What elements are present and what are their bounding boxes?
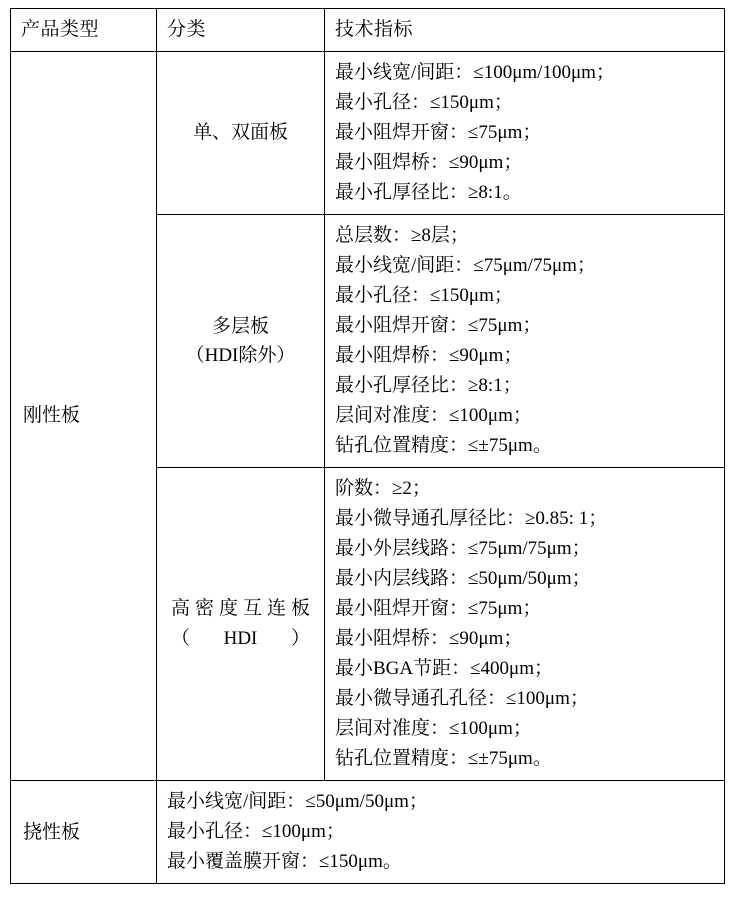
cell-specs-flexible <box>157 781 725 884</box>
spec-item: 最小孔径：≤100μm； <box>167 821 345 843</box>
spec-item: 最小孔厚径比：≥8:1； <box>335 375 522 397</box>
header-cell-tech-spec <box>325 9 725 52</box>
spec-item: 最小孔厚径比：≥8:1。 <box>335 182 522 204</box>
spec-item: 最小阻焊桥：≤90μm； <box>335 152 523 174</box>
category-label-line1: 多层板 <box>211 315 269 337</box>
spec-list <box>335 58 718 208</box>
spec-item: 层间对准度：≤100μm； <box>335 718 532 740</box>
spec-list <box>167 787 718 877</box>
spec-item: 最小阻焊开窗：≤75μm； <box>335 315 542 337</box>
spec-item: 最小孔径：≤150μm； <box>335 285 513 307</box>
header-label-tech-spec: 技术指标 <box>335 19 414 41</box>
cell-specs-hdi <box>325 468 725 781</box>
spec-list <box>335 221 718 461</box>
spec-item: 最小外层线路：≤75μm/75μm； <box>335 538 591 560</box>
header-label-category: 分类 <box>167 19 207 41</box>
spec-item: 最小线宽/间距：≤50μm/50μm； <box>167 791 428 813</box>
header-cell-category <box>157 9 325 52</box>
spec-item: 最小线宽/间距：≤75μm/75μm； <box>335 255 596 277</box>
product-type-label: 挠性板 <box>23 821 81 843</box>
spec-item: 钻孔位置精度：≤±75μm。 <box>335 435 552 457</box>
spec-item: 最小孔径：≤150μm； <box>335 92 513 114</box>
spec-item: 最小线宽/间距：≤100μm/100μm； <box>335 62 615 83</box>
spec-item: 最小内层线路：≤50μm/50μm； <box>335 568 591 590</box>
spec-item: 层间对准度：≤100μm； <box>335 405 532 427</box>
spec-item: 阶数：≥2； <box>335 478 431 500</box>
cell-category-hdi <box>157 468 325 781</box>
spec-item: 总层数：≥8层； <box>335 225 469 247</box>
product-spec-table <box>10 8 725 884</box>
spec-item: 最小阻焊开窗：≤75μm； <box>335 598 542 620</box>
product-type-label: 刚性板 <box>23 405 81 427</box>
cell-specs-multilayer <box>325 215 725 468</box>
category-label: 单、双面板 <box>192 122 288 144</box>
table-header-row <box>11 9 725 52</box>
spec-item: 最小阻焊开窗：≤75μm； <box>335 122 542 144</box>
spec-list <box>335 474 718 774</box>
cell-category-multilayer <box>157 215 325 468</box>
category-label: 高密度互连板（HDI） <box>171 597 310 650</box>
spec-item: 最小阻焊桥：≤90μm； <box>335 628 523 650</box>
spec-item: 最小阻焊桥：≤90μm； <box>335 345 523 367</box>
cell-category-single-double <box>157 52 325 215</box>
category-label <box>157 308 324 375</box>
cell-product-type-flexible <box>11 781 157 884</box>
spec-item: 最小微导通孔厚径比：≥0.85: 1； <box>335 508 608 530</box>
table-row <box>11 781 725 884</box>
spec-item: 最小覆盖膜开窗：≤150μm。 <box>167 851 402 873</box>
spec-item: 最小BGA节距：≤400μm； <box>335 658 554 680</box>
cell-specs-single-double <box>325 52 725 215</box>
spec-item: 钻孔位置精度：≤±75μm。 <box>335 748 552 770</box>
header-label-product-type: 产品类型 <box>21 19 100 41</box>
cell-product-type-rigid <box>11 52 157 781</box>
header-cell-product-type <box>11 9 157 52</box>
spec-item: 最小微导通孔孔径：≤100μm； <box>335 688 589 710</box>
table-row <box>11 52 725 215</box>
category-label-line2: （HDI除外） <box>185 345 296 367</box>
